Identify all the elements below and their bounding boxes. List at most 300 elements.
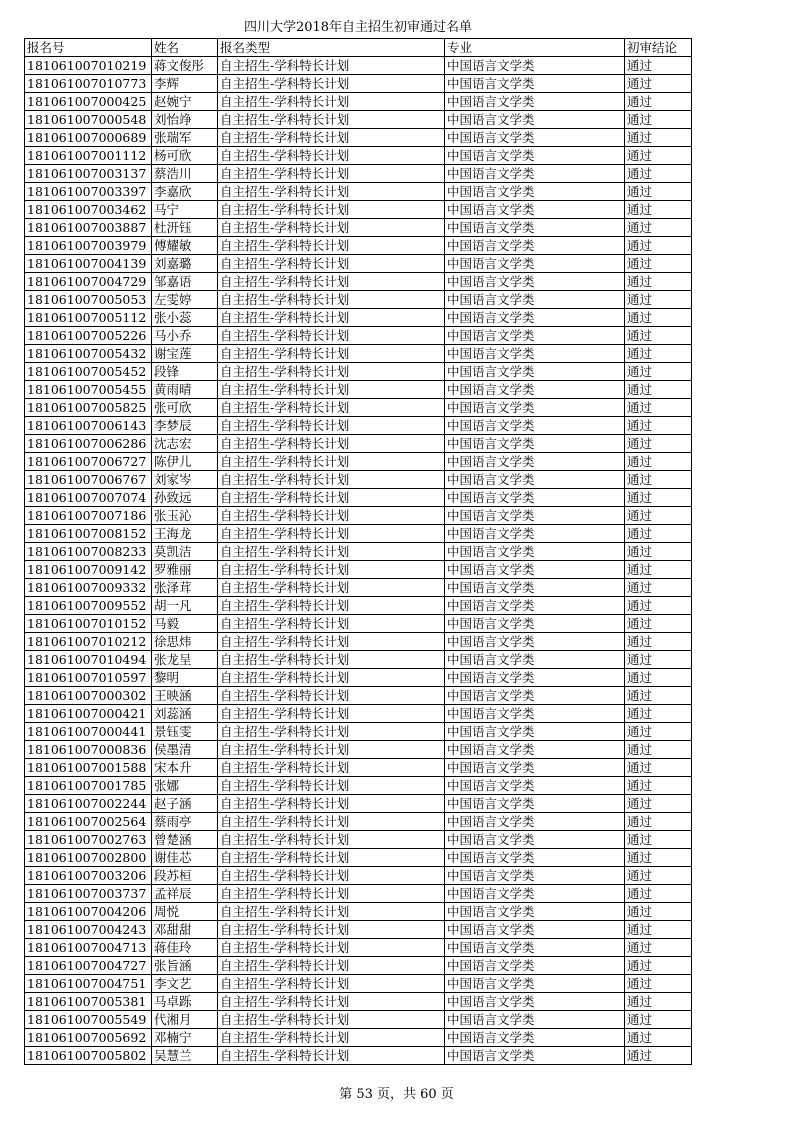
result-cell: 通过	[625, 651, 692, 669]
application-type-cell: 自主招生-学科特长计划	[218, 147, 445, 165]
registration-no-cell: 181061007010152	[25, 615, 152, 633]
name-cell: 赵婉宁	[152, 93, 218, 111]
registration-no-cell: 181061007001785	[25, 777, 152, 795]
name-cell: 王映涵	[152, 687, 218, 705]
name-cell: 马卓跞	[152, 993, 218, 1011]
major-cell: 中国语言文学类	[445, 255, 625, 273]
registration-no-cell: 181061007004206	[25, 903, 152, 921]
major-cell: 中国语言文学类	[445, 1029, 625, 1047]
result-cell: 通过	[625, 885, 692, 903]
application-type-cell: 自主招生-学科特长计划	[218, 507, 445, 525]
registration-no-cell: 181061007007074	[25, 489, 152, 507]
result-cell: 通过	[625, 867, 692, 885]
table-row	[25, 543, 692, 561]
table-row	[25, 669, 692, 687]
major-cell: 中国语言文学类	[445, 1047, 625, 1065]
result-cell: 通过	[625, 705, 692, 723]
name-cell: 张娜	[152, 777, 218, 795]
registration-no-cell: 181061007006143	[25, 417, 152, 435]
result-cell: 通过	[625, 993, 692, 1011]
registration-no-cell: 181061007003979	[25, 237, 152, 255]
table-row	[25, 111, 692, 129]
admission-list-table	[24, 38, 692, 1065]
application-type-cell: 自主招生-学科特长计划	[218, 777, 445, 795]
application-type-cell: 自主招生-学科特长计划	[218, 129, 445, 147]
table-row	[25, 75, 692, 93]
result-cell: 通过	[625, 921, 692, 939]
application-type-cell: 自主招生-学科特长计划	[218, 345, 445, 363]
registration-no-cell: 181061007000441	[25, 723, 152, 741]
major-cell: 中国语言文学类	[445, 111, 625, 129]
table-row	[25, 885, 692, 903]
table-row	[25, 345, 692, 363]
result-cell: 通过	[625, 183, 692, 201]
name-cell: 刘家岑	[152, 471, 218, 489]
name-cell: 刘怡竫	[152, 111, 218, 129]
column-header-major: 专业	[445, 39, 625, 57]
registration-no-cell: 181061007000302	[25, 687, 152, 705]
application-type-cell: 自主招生-学科特长计划	[218, 237, 445, 255]
major-cell: 中国语言文学类	[445, 921, 625, 939]
major-cell: 中国语言文学类	[445, 363, 625, 381]
application-type-cell: 自主招生-学科特长计划	[218, 849, 445, 867]
result-cell: 通过	[625, 831, 692, 849]
result-cell: 通过	[625, 201, 692, 219]
registration-no-cell: 181061007010773	[25, 75, 152, 93]
registration-no-cell: 181061007004729	[25, 273, 152, 291]
result-cell: 通过	[625, 903, 692, 921]
table-row	[25, 1011, 692, 1029]
name-cell: 张龙呈	[152, 651, 218, 669]
result-cell: 通过	[625, 777, 692, 795]
table-row	[25, 255, 692, 273]
result-cell: 通过	[625, 633, 692, 651]
major-cell: 中国语言文学类	[445, 903, 625, 921]
name-cell: 段苏桓	[152, 867, 218, 885]
registration-no-cell: 181061007000836	[25, 741, 152, 759]
result-cell: 通过	[625, 363, 692, 381]
registration-no-cell: 181061007002244	[25, 795, 152, 813]
name-cell: 陈伊儿	[152, 453, 218, 471]
application-type-cell: 自主招生-学科特长计划	[218, 291, 445, 309]
major-cell: 中国语言文学类	[445, 1011, 625, 1029]
registration-no-cell: 181061007000548	[25, 111, 152, 129]
registration-no-cell: 181061007004243	[25, 921, 152, 939]
document-title: 四川大学2018年自主招生初审通过名单	[243, 20, 473, 35]
application-type-cell: 自主招生-学科特长计划	[218, 579, 445, 597]
application-type-cell: 自主招生-学科特长计划	[218, 723, 445, 741]
application-type-cell: 自主招生-学科特长计划	[218, 309, 445, 327]
name-cell: 莫凯洁	[152, 543, 218, 561]
result-cell: 通过	[625, 975, 692, 993]
application-type-cell: 自主招生-学科特长计划	[218, 327, 445, 345]
registration-no-cell: 181061007008233	[25, 543, 152, 561]
major-cell: 中国语言文学类	[445, 345, 625, 363]
result-cell: 通过	[625, 759, 692, 777]
application-type-cell: 自主招生-学科特长计划	[218, 1047, 445, 1065]
major-cell: 中国语言文学类	[445, 579, 625, 597]
major-cell: 中国语言文学类	[445, 471, 625, 489]
name-cell: 黎明	[152, 669, 218, 687]
application-type-cell: 自主招生-学科特长计划	[218, 111, 445, 129]
result-cell: 通过	[625, 435, 692, 453]
application-type-cell: 自主招生-学科特长计划	[218, 93, 445, 111]
registration-no-cell: 181061007000425	[25, 93, 152, 111]
application-type-cell: 自主招生-学科特长计划	[218, 381, 445, 399]
result-cell: 通过	[625, 255, 692, 273]
registration-no-cell: 181061007005802	[25, 1047, 152, 1065]
registration-no-cell: 181061007003887	[25, 219, 152, 237]
column-header-registration-no: 报名号	[25, 39, 152, 57]
name-cell: 李辉	[152, 75, 218, 93]
registration-no-cell: 181061007005455	[25, 381, 152, 399]
table-row	[25, 453, 692, 471]
application-type-cell: 自主招生-学科特长计划	[218, 939, 445, 957]
page-number: 第 53 页，共 60 页	[339, 1087, 454, 1102]
table-row	[25, 219, 692, 237]
application-type-cell: 自主招生-学科特长计划	[218, 525, 445, 543]
registration-no-cell: 181061007010597	[25, 669, 152, 687]
application-type-cell: 自主招生-学科特长计划	[218, 417, 445, 435]
name-cell: 蒋佳玲	[152, 939, 218, 957]
result-cell: 通过	[625, 93, 692, 111]
application-type-cell: 自主招生-学科特长计划	[218, 57, 445, 75]
table-row	[25, 147, 692, 165]
name-cell: 李文艺	[152, 975, 218, 993]
application-type-cell: 自主招生-学科特长计划	[218, 363, 445, 381]
application-type-cell: 自主招生-学科特长计划	[218, 993, 445, 1011]
application-type-cell: 自主招生-学科特长计划	[218, 201, 445, 219]
result-cell: 通过	[625, 507, 692, 525]
table-row	[25, 687, 692, 705]
result-cell: 通过	[625, 165, 692, 183]
registration-no-cell: 181061007006767	[25, 471, 152, 489]
result-cell: 通过	[625, 111, 692, 129]
application-type-cell: 自主招生-学科特长计划	[218, 165, 445, 183]
registration-no-cell: 181061007002800	[25, 849, 152, 867]
column-header-result: 初审结论	[625, 39, 692, 57]
name-cell: 宋本升	[152, 759, 218, 777]
result-cell: 通过	[625, 417, 692, 435]
name-cell: 张可欣	[152, 399, 218, 417]
major-cell: 中国语言文学类	[445, 129, 625, 147]
table-row	[25, 525, 692, 543]
registration-no-cell: 181061007000689	[25, 129, 152, 147]
table-row	[25, 651, 692, 669]
application-type-cell: 自主招生-学科特长计划	[218, 273, 445, 291]
application-type-cell: 自主招生-学科特长计划	[218, 759, 445, 777]
registration-no-cell: 181061007001112	[25, 147, 152, 165]
name-cell: 邹嘉语	[152, 273, 218, 291]
registration-no-cell: 181061007008152	[25, 525, 152, 543]
name-cell: 侯墨清	[152, 741, 218, 759]
name-cell: 孙致远	[152, 489, 218, 507]
table-row	[25, 831, 692, 849]
result-cell: 通过	[625, 291, 692, 309]
registration-no-cell: 181061007005692	[25, 1029, 152, 1047]
result-cell: 通过	[625, 489, 692, 507]
name-cell: 王海龙	[152, 525, 218, 543]
major-cell: 中国语言文学类	[445, 93, 625, 111]
major-cell: 中国语言文学类	[445, 939, 625, 957]
table-row	[25, 399, 692, 417]
application-type-cell: 自主招生-学科特长计划	[218, 489, 445, 507]
name-cell: 段锋	[152, 363, 218, 381]
result-cell: 通过	[625, 237, 692, 255]
application-type-cell: 自主招生-学科特长计划	[218, 705, 445, 723]
name-cell: 杜汧钰	[152, 219, 218, 237]
major-cell: 中国语言文学类	[445, 273, 625, 291]
major-cell: 中国语言文学类	[445, 435, 625, 453]
application-type-cell: 自主招生-学科特长计划	[218, 885, 445, 903]
table-row	[25, 327, 692, 345]
registration-no-cell: 181061007007186	[25, 507, 152, 525]
name-cell: 左雯婷	[152, 291, 218, 309]
major-cell: 中国语言文学类	[445, 309, 625, 327]
registration-no-cell: 181061007005226	[25, 327, 152, 345]
major-cell: 中国语言文学类	[445, 813, 625, 831]
table-row	[25, 237, 692, 255]
name-cell: 罗雅丽	[152, 561, 218, 579]
major-cell: 中国语言文学类	[445, 615, 625, 633]
table-row	[25, 723, 692, 741]
name-cell: 杨可欣	[152, 147, 218, 165]
result-cell: 通过	[625, 1029, 692, 1047]
registration-no-cell: 181061007000421	[25, 705, 152, 723]
major-cell: 中国语言文学类	[445, 183, 625, 201]
major-cell: 中国语言文学类	[445, 705, 625, 723]
major-cell: 中国语言文学类	[445, 669, 625, 687]
registration-no-cell: 181061007009552	[25, 597, 152, 615]
result-cell: 通过	[625, 147, 692, 165]
table-row	[25, 57, 692, 75]
registration-no-cell: 181061007009142	[25, 561, 152, 579]
major-cell: 中国语言文学类	[445, 57, 625, 75]
registration-no-cell: 181061007010494	[25, 651, 152, 669]
application-type-cell: 自主招生-学科特长计划	[218, 561, 445, 579]
result-cell: 通过	[625, 939, 692, 957]
application-type-cell: 自主招生-学科特长计划	[218, 543, 445, 561]
application-type-cell: 自主招生-学科特长计划	[218, 1029, 445, 1047]
application-type-cell: 自主招生-学科特长计划	[218, 975, 445, 993]
application-type-cell: 自主招生-学科特长计划	[218, 435, 445, 453]
major-cell: 中国语言文学类	[445, 75, 625, 93]
table-row	[25, 579, 692, 597]
major-cell: 中国语言文学类	[445, 993, 625, 1011]
result-cell: 通过	[625, 561, 692, 579]
name-cell: 李嘉欣	[152, 183, 218, 201]
table-row	[25, 273, 692, 291]
major-cell: 中国语言文学类	[445, 597, 625, 615]
result-cell: 通过	[625, 471, 692, 489]
table-row	[25, 381, 692, 399]
major-cell: 中国语言文学类	[445, 381, 625, 399]
table-row	[25, 813, 692, 831]
result-cell: 通过	[625, 849, 692, 867]
major-cell: 中国语言文学类	[445, 291, 625, 309]
result-cell: 通过	[625, 957, 692, 975]
application-type-cell: 自主招生-学科特长计划	[218, 831, 445, 849]
major-cell: 中国语言文学类	[445, 741, 625, 759]
table-row	[25, 1047, 692, 1065]
application-type-cell: 自主招生-学科特长计划	[218, 651, 445, 669]
result-cell: 通过	[625, 453, 692, 471]
name-cell: 张小蕊	[152, 309, 218, 327]
major-cell: 中国语言文学类	[445, 489, 625, 507]
name-cell: 邓楠宁	[152, 1029, 218, 1047]
table-row	[25, 363, 692, 381]
result-cell: 通过	[625, 327, 692, 345]
application-type-cell: 自主招生-学科特长计划	[218, 255, 445, 273]
registration-no-cell: 181061007010219	[25, 57, 152, 75]
name-cell: 吴慧兰	[152, 1047, 218, 1065]
major-cell: 中国语言文学类	[445, 957, 625, 975]
table-row	[25, 597, 692, 615]
table-row	[25, 291, 692, 309]
table-row	[25, 1029, 692, 1047]
name-cell: 刘嘉璐	[152, 255, 218, 273]
result-cell: 通过	[625, 381, 692, 399]
name-cell: 周悦	[152, 903, 218, 921]
registration-no-cell: 181061007003137	[25, 165, 152, 183]
result-cell: 通过	[625, 309, 692, 327]
table-row	[25, 849, 692, 867]
major-cell: 中国语言文学类	[445, 327, 625, 345]
name-cell: 徐思炜	[152, 633, 218, 651]
table-row	[25, 561, 692, 579]
application-type-cell: 自主招生-学科特长计划	[218, 219, 445, 237]
name-cell: 孟祥辰	[152, 885, 218, 903]
major-cell: 中国语言文学类	[445, 651, 625, 669]
name-cell: 代湘月	[152, 1011, 218, 1029]
application-type-cell: 自主招生-学科特长计划	[218, 633, 445, 651]
major-cell: 中国语言文学类	[445, 201, 625, 219]
major-cell: 中国语言文学类	[445, 885, 625, 903]
table-row	[25, 183, 692, 201]
result-cell: 通过	[625, 615, 692, 633]
application-type-cell: 自主招生-学科特长计划	[218, 615, 445, 633]
name-cell: 傅耀敏	[152, 237, 218, 255]
major-cell: 中国语言文学类	[445, 867, 625, 885]
column-header-application-type: 报名类型	[218, 39, 445, 57]
registration-no-cell: 181061007003462	[25, 201, 152, 219]
application-type-cell: 自主招生-学科特长计划	[218, 597, 445, 615]
name-cell: 沈志宏	[152, 435, 218, 453]
registration-no-cell: 181061007002564	[25, 813, 152, 831]
major-cell: 中国语言文学类	[445, 723, 625, 741]
table-row	[25, 903, 692, 921]
result-cell: 通过	[625, 1011, 692, 1029]
table-row	[25, 507, 692, 525]
table-row	[25, 777, 692, 795]
name-cell: 李梦辰	[152, 417, 218, 435]
name-cell: 张瑞军	[152, 129, 218, 147]
application-type-cell: 自主招生-学科特长计划	[218, 399, 445, 417]
table-row	[25, 705, 692, 723]
application-type-cell: 自主招生-学科特长计划	[218, 867, 445, 885]
name-cell: 刘蕊涵	[152, 705, 218, 723]
major-cell: 中国语言文学类	[445, 795, 625, 813]
major-cell: 中国语言文学类	[445, 849, 625, 867]
result-cell: 通过	[625, 1047, 692, 1065]
registration-no-cell: 181061007005825	[25, 399, 152, 417]
major-cell: 中国语言文学类	[445, 237, 625, 255]
application-type-cell: 自主招生-学科特长计划	[218, 687, 445, 705]
result-cell: 通过	[625, 543, 692, 561]
name-cell: 曾楚涵	[152, 831, 218, 849]
table-row	[25, 93, 692, 111]
result-cell: 通过	[625, 345, 692, 363]
registration-no-cell: 181061007006727	[25, 453, 152, 471]
application-type-cell: 自主招生-学科特长计划	[218, 669, 445, 687]
major-cell: 中国语言文学类	[445, 453, 625, 471]
name-cell: 赵子涵	[152, 795, 218, 813]
registration-no-cell: 181061007005452	[25, 363, 152, 381]
name-cell: 景钰雯	[152, 723, 218, 741]
table-row	[25, 129, 692, 147]
registration-no-cell: 181061007010212	[25, 633, 152, 651]
table-row	[25, 201, 692, 219]
result-cell: 通过	[625, 723, 692, 741]
major-cell: 中国语言文学类	[445, 975, 625, 993]
application-type-cell: 自主招生-学科特长计划	[218, 921, 445, 939]
application-type-cell: 自主招生-学科特长计划	[218, 957, 445, 975]
table-body	[25, 57, 692, 1065]
major-cell: 中国语言文学类	[445, 399, 625, 417]
registration-no-cell: 181061007009332	[25, 579, 152, 597]
registration-no-cell: 181061007003737	[25, 885, 152, 903]
table-row	[25, 615, 692, 633]
registration-no-cell: 181061007004727	[25, 957, 152, 975]
registration-no-cell: 181061007005112	[25, 309, 152, 327]
registration-no-cell: 181061007005381	[25, 993, 152, 1011]
application-type-cell: 自主招生-学科特长计划	[218, 471, 445, 489]
application-type-cell: 自主招生-学科特长计划	[218, 75, 445, 93]
major-cell: 中国语言文学类	[445, 759, 625, 777]
name-cell: 黄雨晴	[152, 381, 218, 399]
column-header-name: 姓名	[152, 39, 218, 57]
result-cell: 通过	[625, 741, 692, 759]
table-row	[25, 993, 692, 1011]
result-cell: 通过	[625, 57, 692, 75]
name-cell: 谢佳芯	[152, 849, 218, 867]
result-cell: 通过	[625, 597, 692, 615]
name-cell: 蔡浩川	[152, 165, 218, 183]
major-cell: 中国语言文学类	[445, 219, 625, 237]
major-cell: 中国语言文学类	[445, 417, 625, 435]
registration-no-cell: 181061007003206	[25, 867, 152, 885]
result-cell: 通过	[625, 795, 692, 813]
registration-no-cell: 181061007006286	[25, 435, 152, 453]
application-type-cell: 自主招生-学科特长计划	[218, 453, 445, 471]
table-row	[25, 759, 692, 777]
major-cell: 中国语言文学类	[445, 543, 625, 561]
registration-no-cell: 181061007005549	[25, 1011, 152, 1029]
result-cell: 通过	[625, 273, 692, 291]
name-cell: 马宁	[152, 201, 218, 219]
name-cell: 蒋文俊彤	[152, 57, 218, 75]
registration-no-cell: 181061007004713	[25, 939, 152, 957]
application-type-cell: 自主招生-学科特长计划	[218, 1011, 445, 1029]
table-row	[25, 489, 692, 507]
major-cell: 中国语言文学类	[445, 507, 625, 525]
major-cell: 中国语言文学类	[445, 831, 625, 849]
application-type-cell: 自主招生-学科特长计划	[218, 813, 445, 831]
table-row	[25, 939, 692, 957]
application-type-cell: 自主招生-学科特长计划	[218, 795, 445, 813]
major-cell: 中国语言文学类	[445, 687, 625, 705]
result-cell: 通过	[625, 687, 692, 705]
